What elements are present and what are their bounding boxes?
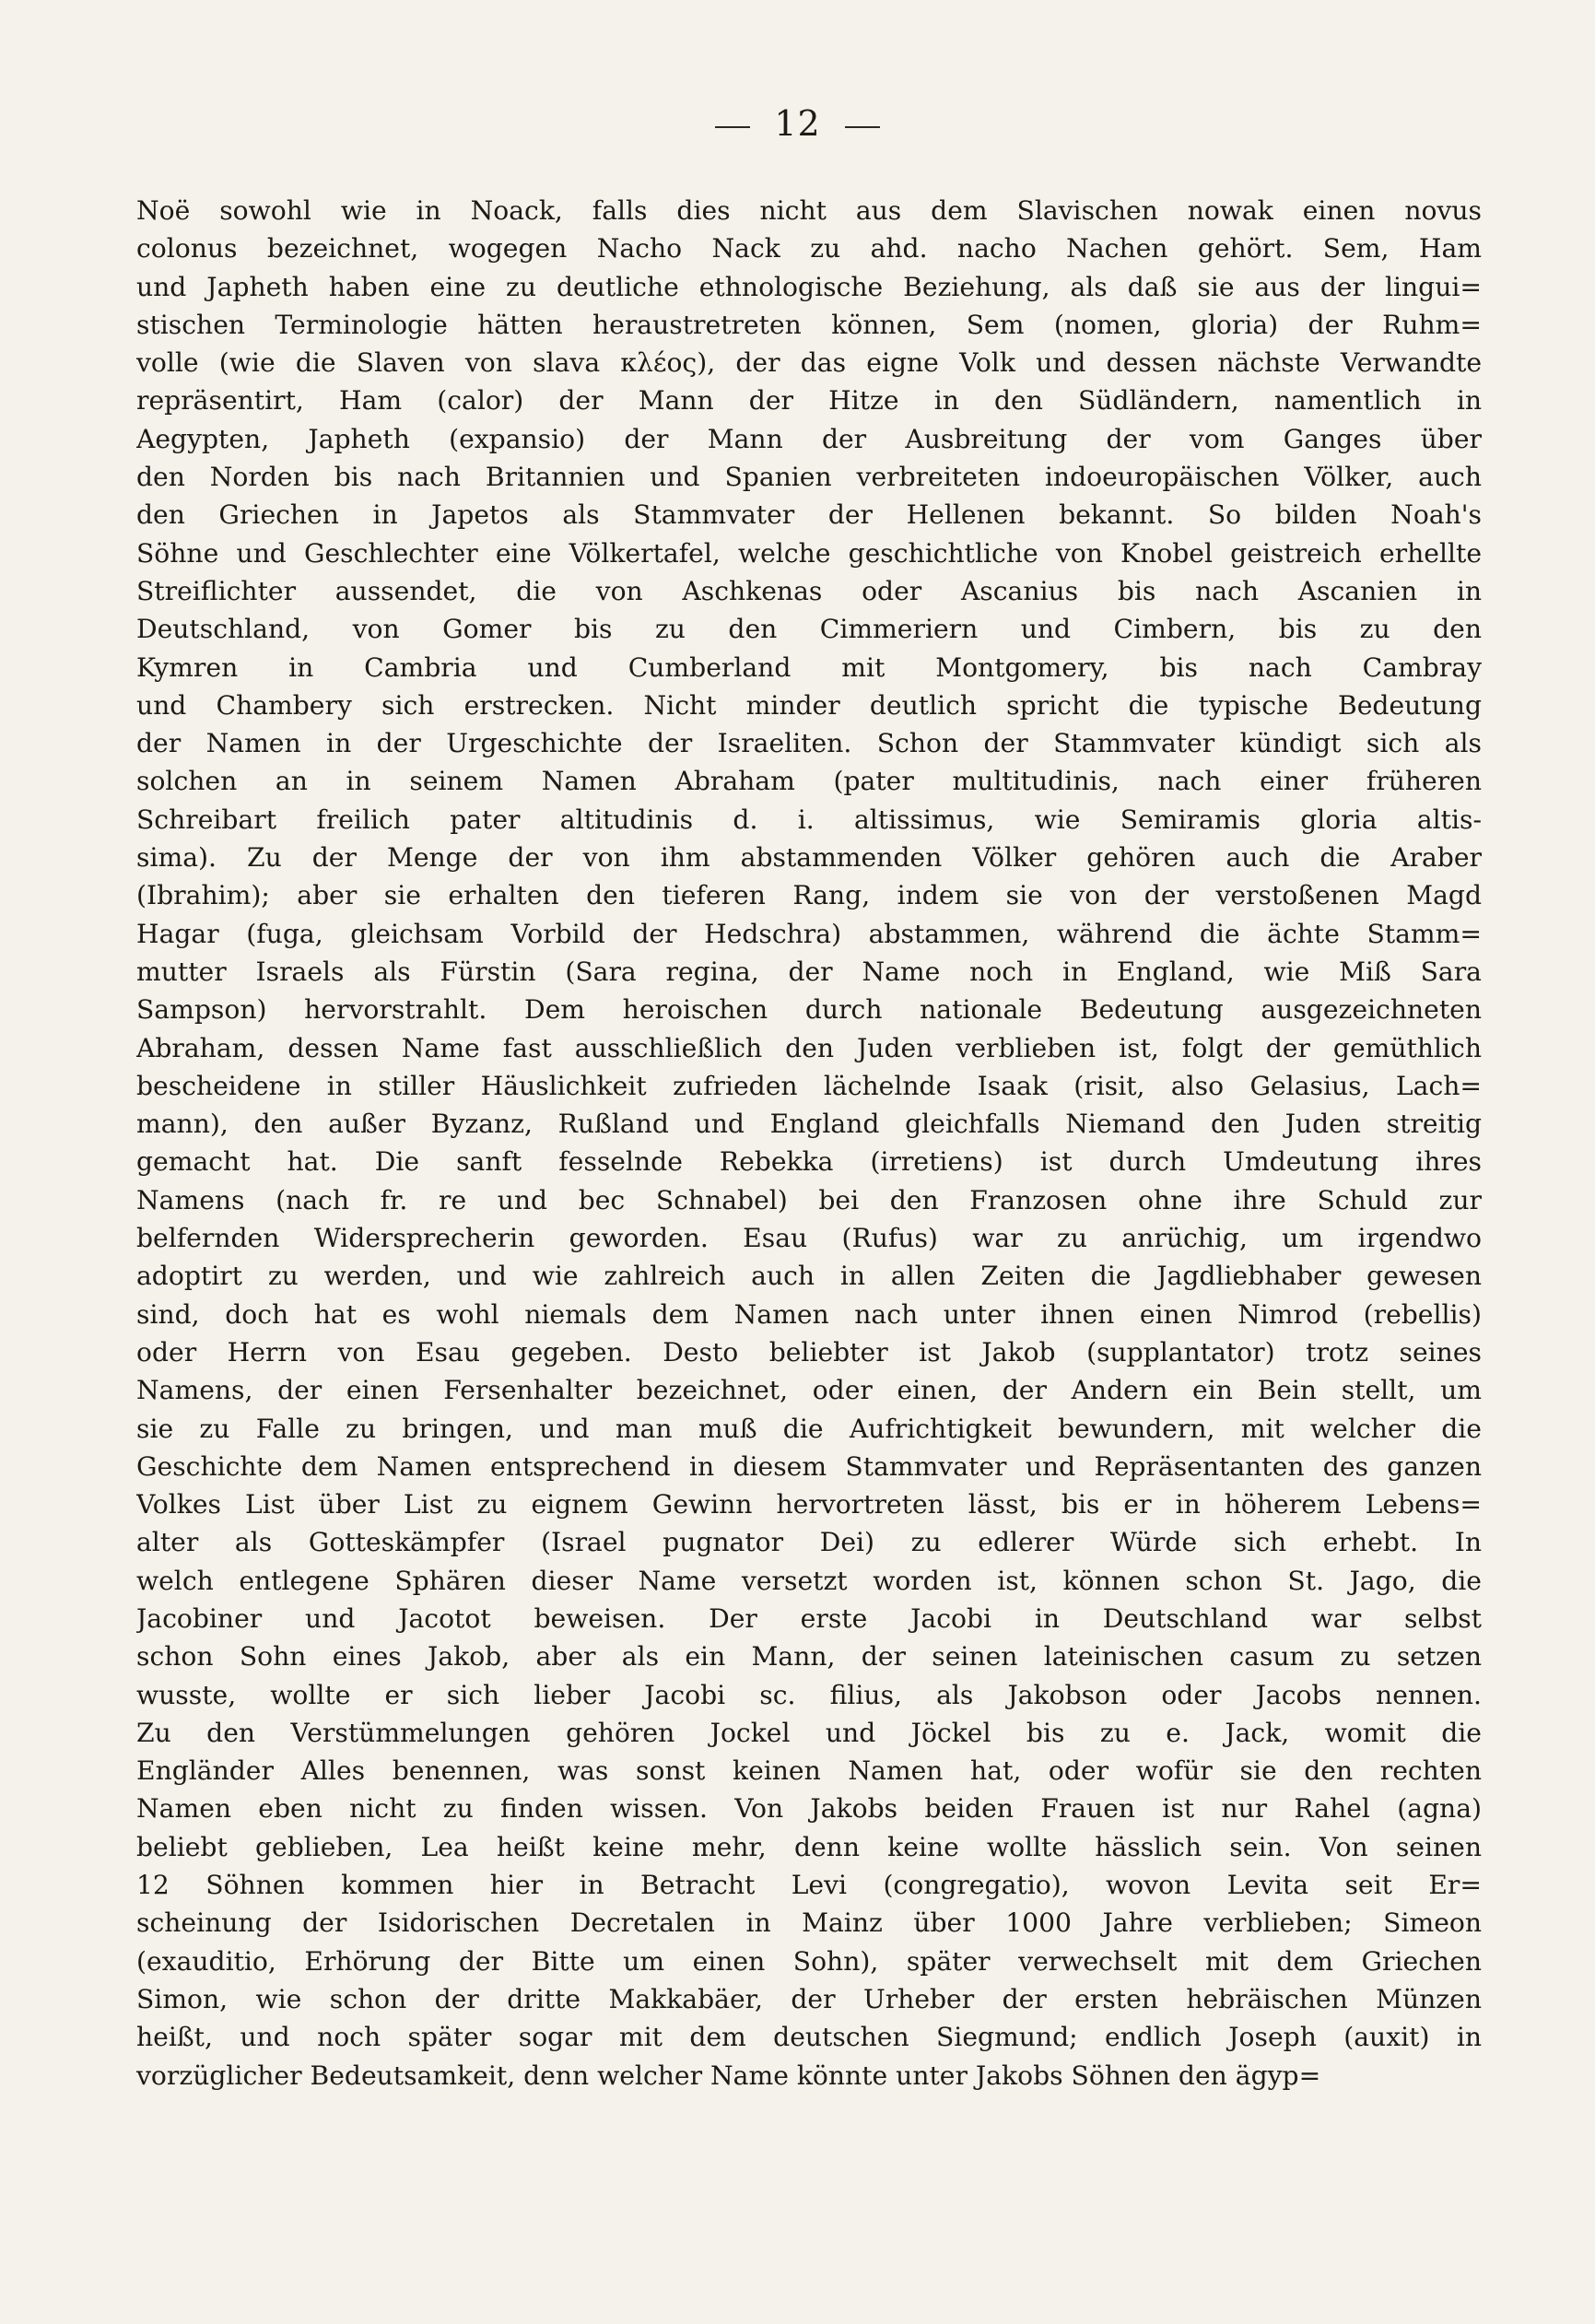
header-dash-right <box>845 126 880 128</box>
text-line: wusste, wollte er sich lieber Jacobi sc. filius, als Jakobson oder Jacobs nennen. <box>136 1679 1482 1710</box>
text-line: sind, doch hat es wohl niemals dem Namen nach unter ihnen einen Nimrod (rebellis) <box>136 1298 1482 1330</box>
text-line: (Ibrahim); aber sie erhalten den tieferen Rang, indem sie von der verstoßenen Magd <box>136 880 1482 911</box>
text-line: Aegypten, Japheth (expansio) der Mann der Ausbreitung der vom Ganges über <box>136 423 1482 454</box>
text-line: adoptirt zu werden, und wie zahlreich auch in allen Zeiten die Jagdliebhaber gewesen <box>136 1261 1482 1292</box>
text-line: Namens, der einen Fersenhalter bezeichnet, oder einen, der Andern ein Bein stellt, um <box>136 1375 1482 1406</box>
text-line: den Griechen in Japetos als Stammvater der Hellenen bekannt. So bilden Noah's <box>136 499 1482 531</box>
text-line: colonus bezeichnet, wogegen Nacho Nack zu ahd. nacho Nachen gehört. Sem, Ham <box>136 233 1482 264</box>
text-line: der Namen in der Urgeschichte der Israeliten. Schon der Stammvater kündigt sich als <box>136 728 1482 759</box>
text-line: schon Sohn eines Jakob, aber als ein Mann, der seinen lateinischen casum zu setzen <box>136 1641 1482 1673</box>
text-line: repräsentirt, Ham (calor) der Mann der Hitze in den Südländern, namentlich in <box>136 385 1482 417</box>
text-line: bescheidene in stiller Häuslichkeit zufrieden lächelnde Isaak (risit, also Gelasius, Lach= <box>136 1070 1482 1101</box>
text-line: belfernden Widersprecherin geworden. Esau (Rufus) war zu anrüchig, um irgendwo <box>136 1223 1482 1254</box>
text-line: Namen eben nicht zu finden wissen. Von Jakobs beiden Frauen ist nur Rahel (agna) <box>136 1793 1482 1825</box>
page-number: 12 <box>774 103 821 144</box>
text-line: Schreibart freilich pater altitudinis d. i. altissimus, wie Semiramis gloria altis- <box>136 804 1482 835</box>
text-line: sima). Zu der Menge der von ihm abstammenden Völker gehören auch die Araber <box>136 842 1482 874</box>
text-line: stischen Terminologie hätten heraustretreten können, Sem (nomen, gloria) der Ruhm= <box>136 309 1482 340</box>
text-line: Volkes List über List zu eignem Gewinn hervortreten lässt, bis er in höherem Lebens= <box>136 1489 1482 1520</box>
text-line: heißt, und noch später sogar mit dem deutschen Siegmund; endlich Joseph (auxit) in <box>136 2022 1482 2053</box>
text-line: mann), den außer Byzanz, Rußland und England gleichfalls Niemand den Juden streitig <box>136 1109 1482 1140</box>
text-line: Jacobiner und Jacotot beweisen. Der erste Jacobi in Deutschland war selbst <box>136 1602 1482 1634</box>
text-line: volle (wie die Slaven von slava κλέος), der das eigne Volk und dessen nächste Verwandte <box>136 347 1482 379</box>
header-dash-left <box>715 126 750 128</box>
text-line: (exauditio, Erhörung der Bitte um einen Sohn), später verwechselt mit dem Griechen <box>136 1945 1482 1977</box>
text-line: Simon, wie schon der dritte Makkabäer, der Urheber der ersten hebräischen Münzen <box>136 1983 1482 2014</box>
text-line: Abraham, dessen Name fast ausschließlich den Juden verblieben ist, folgt der gemüthlich <box>136 1032 1482 1063</box>
text-line: und Chambery sich erstrecken. Nicht minder deutlich spricht die typische Bedeutung <box>136 689 1482 721</box>
text-line: Kymren in Cambria und Cumberland mit Montgomery, bis nach Cambray <box>136 651 1482 683</box>
text-line: alter als Gotteskämpfer (Israel pugnator Dei) zu edlerer Würde sich erhebt. In <box>136 1527 1482 1558</box>
text-line: solchen an in seinem Namen Abraham (pater multitudinis, nach einer früheren <box>136 766 1482 797</box>
text-line: Noë sowohl wie in Noack, falls dies nicht aus dem Slavischen nowak einen novus <box>136 195 1482 226</box>
text-line: Zu den Verstümmelungen gehören Jockel und Jöckel bis zu e. Jack, womit die <box>136 1717 1482 1748</box>
text-line: welch entlegene Sphären dieser Name versetzt worden ist, können schon St. Jago, die <box>136 1565 1482 1596</box>
text-line: scheinung der Isidorischen Decretalen in Mainz über 1000 Jahre verblieben; Simeon <box>136 1907 1482 1939</box>
text-line: mutter Israels als Fürstin (Sara regina, der Name noch in England, wie Miß Sara <box>136 956 1482 987</box>
text-line: sie zu Falle zu bringen, und man muß die Aufrichtigkeit bewundern, mit welcher die <box>136 1413 1482 1444</box>
text-line: Hagar (fuga, gleichsam Vorbild der Hedschra) abstammen, während die ächte Stamm= <box>136 918 1482 949</box>
text-line: Engländer Alles benennen, was sonst keinen Namen hat, oder wofür sie den rechten <box>136 1755 1482 1787</box>
text-line: den Norden bis nach Britannien und Spanien verbreiteten indoeuropäischen Völker, auch <box>136 462 1482 493</box>
text-line: Söhne und Geschlechter eine Völkertafel, welche geschichtliche von Knobel geistreich erhellte <box>136 537 1482 569</box>
text-line: vorzüglicher Bedeutsamkeit, denn welcher Name könnte unter Jakobs Söhnen den ägyp= <box>136 2060 1321 2091</box>
body-text <box>136 192 1482 2095</box>
text-line: 12 Söhnen kommen hier in Betracht Levi (congregatio), wovon Levita seit Er= <box>136 1870 1482 1901</box>
text-line: beliebt geblieben, Lea heißt keine mehr, denn keine wollte hässlich sein. Von seinen <box>136 1831 1482 1862</box>
text-line: Streiflichter aussendet, die von Aschkenas oder Ascanius bis nach Ascanien in <box>136 575 1482 606</box>
text-line: Sampson) hervorstrahlt. Dem heroischen durch nationale Bedeutung ausgezeichneten <box>136 994 1482 1026</box>
text-line: und Japheth haben eine zu deutliche ethnologische Beziehung, als daß sie aus der lingui= <box>136 271 1482 302</box>
text-line: Namens (nach fr. re und bec Schnabel) bei den Franzosen ohne ihre Schuld zur <box>136 1184 1482 1215</box>
text-line: Deutschland, von Gomer bis zu den Cimmeriern und Cimbern, bis zu den <box>136 614 1482 645</box>
text-line: oder Herrn von Esau gegeben. Desto beliebter ist Jakob (supplantator) trotz seines <box>136 1336 1482 1367</box>
text-line: Geschichte dem Namen entsprechend in diesem Stammvater und Repräsentanten des ganzen <box>136 1450 1482 1482</box>
page-header <box>0 103 1595 144</box>
text-line: gemacht hat. Die sanft fesselnde Rebekka (irretiens) ist durch Umdeutung ihres <box>136 1146 1482 1178</box>
